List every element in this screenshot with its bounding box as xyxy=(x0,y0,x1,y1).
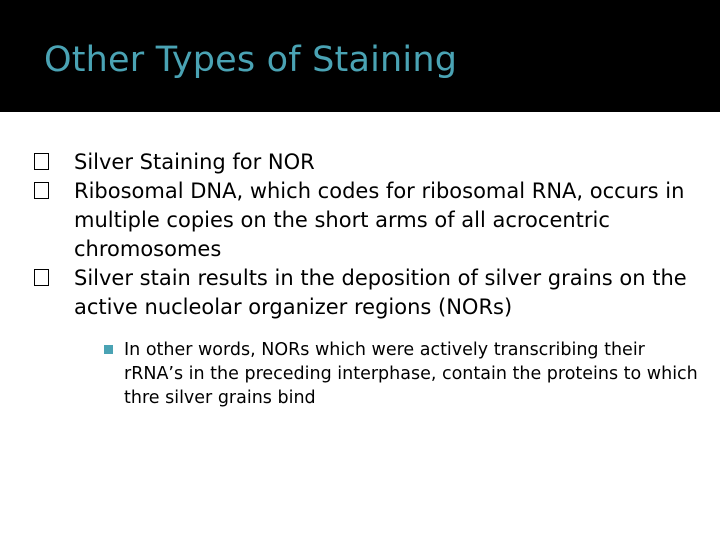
slide-content xyxy=(34,148,704,410)
square-outline-icon xyxy=(34,153,49,170)
sub-bullet-text: In other words, NORs which were actively transcribing their rRNA’s in the preceding interphase, contain the proteins to which thre silver grains bind xyxy=(124,340,698,408)
square-outline-icon xyxy=(34,182,49,199)
bullet-item xyxy=(34,177,704,264)
filled-square-icon xyxy=(104,345,113,354)
title-bar xyxy=(0,0,720,112)
slide-title: Other Types of Staining xyxy=(44,40,458,80)
square-outline-icon xyxy=(34,269,49,286)
sub-bullet-item xyxy=(34,338,704,410)
bullet-text: Ribosomal DNA, which codes for ribosomal RNA, occurs in multiple copies on the short arms of all acrocentric chromosomes xyxy=(74,179,685,261)
bullet-item xyxy=(34,148,704,177)
bullet-text: Silver Staining for NOR xyxy=(74,150,315,174)
bullet-item xyxy=(34,264,704,322)
bullet-text: Silver stain results in the deposition of silver grains on the active nucleolar organizer regions (NORs) xyxy=(74,266,687,319)
